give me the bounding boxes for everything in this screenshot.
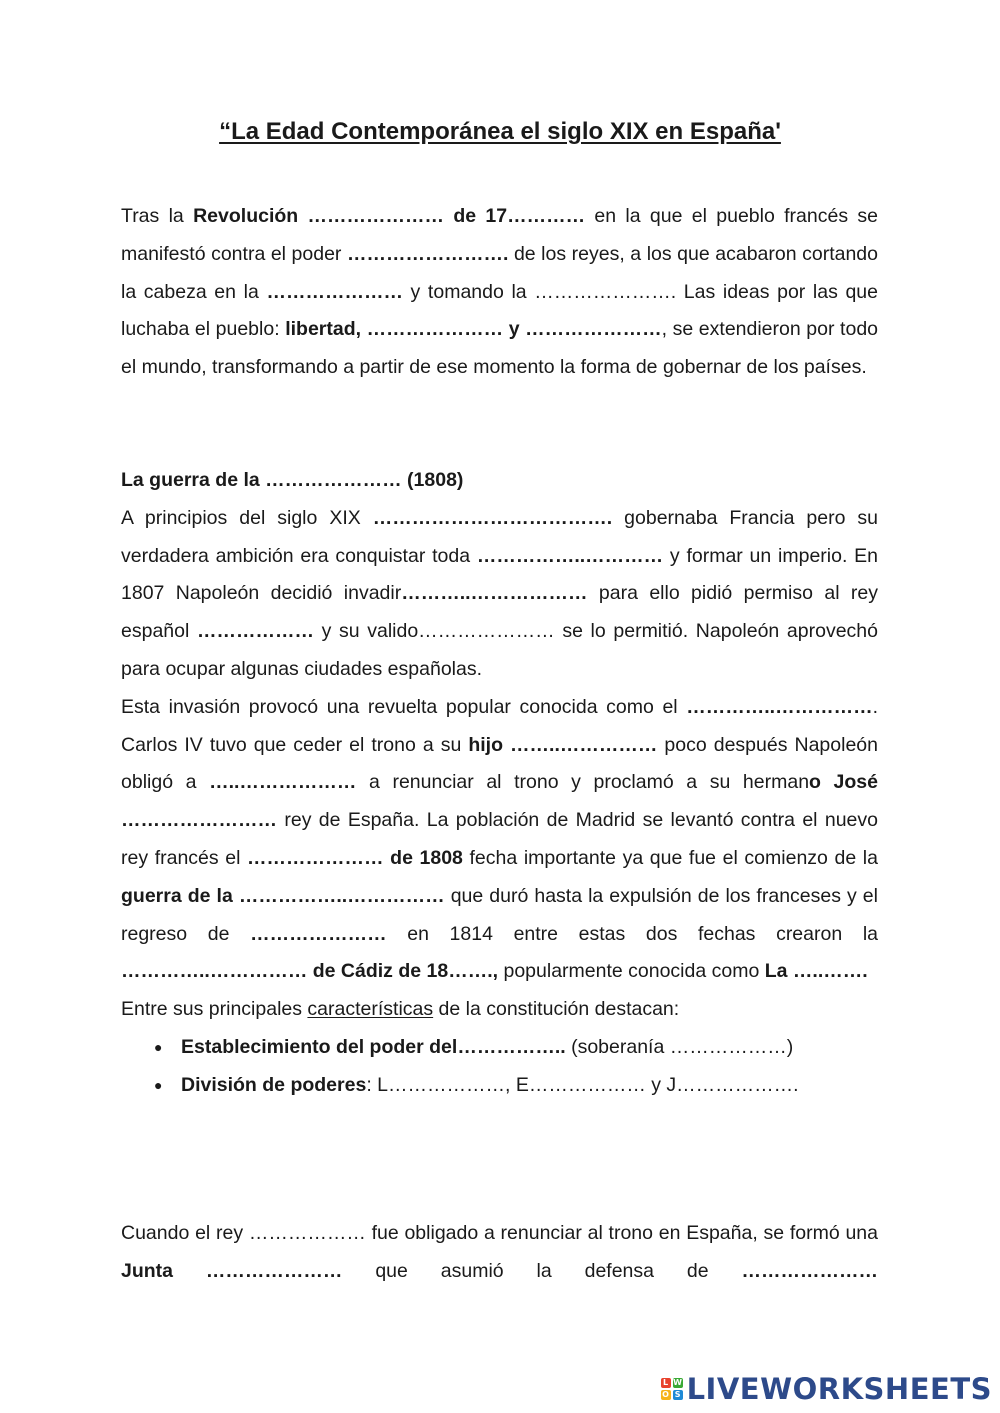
text: (soberanía ………………) [565, 1035, 794, 1058]
logo-tile: S [673, 1390, 683, 1400]
text: que duró hasta la expulsión de los franceses y el regreso de [121, 884, 878, 945]
text: Esta invasión provocó una revuelta popular conocida como el [121, 695, 687, 718]
logo-tile: O [662, 1390, 669, 1399]
text: y formar un imperio. En 1807 Napoleón decidió invadir [121, 544, 878, 605]
logo-icon [661, 1378, 683, 1400]
text: Tras la [121, 205, 194, 227]
fill-blank: Establecimiento del poder del…………….. [181, 1035, 566, 1058]
text: . Las ideas por las que luchaba el pueblo: [121, 280, 878, 341]
fill-blank: ………………… [266, 280, 403, 303]
logo-tile: L [661, 1378, 671, 1388]
closing-paragraph [121, 1215, 878, 1291]
text: : L………………, E……………… y J………………. [366, 1073, 799, 1096]
fill-blank: o José …………………… [121, 771, 878, 832]
fill-blank: …..……………… [209, 771, 357, 794]
text: gobernaba Francia pero su verdadera ambición era conquistar toda [121, 506, 879, 567]
text: rey de España. La población de Madrid se levantó contra el nuevo rey francés el [121, 809, 878, 869]
text: Cuando el rey ……………… fue obligado a renunciar al trono en España, se formó una [121, 1222, 878, 1244]
fill-blank: La …..……. [764, 960, 868, 983]
page-title: “La Edad Contemporánea el siglo XIX en España' [219, 118, 781, 145]
text: poco después Napoleón obligó a [121, 733, 878, 794]
list-item [121, 1029, 878, 1067]
fill-blank: ………………… de 1808 [247, 846, 463, 869]
fill-blank: …………..…………… [686, 695, 873, 718]
fill-blank: guerra de la ……………..…………… [121, 884, 445, 907]
list-term: División de poderes [181, 1073, 367, 1096]
fill-blank: ……………… [196, 620, 314, 643]
bullet-icon: ● [154, 1076, 163, 1093]
fill-blank: ………..……………… [401, 582, 588, 605]
text: . Carlos IV tuvo que ceder el trono a su [121, 695, 878, 756]
fill-blank: Revolución ………………… de 17………… [193, 205, 586, 227]
logo-text: LIVEWORKSHEETS [686, 1372, 992, 1406]
text: fecha importante ya que fue el comienzo de la [462, 846, 878, 869]
fill-blank: hijo ……..…………… [468, 733, 658, 756]
text: de los reyes, a los que acabaron cortando la cabeza en la [121, 242, 878, 303]
text: que asumió la defensa de [342, 1259, 742, 1282]
text: popularmente conocida como [498, 960, 765, 983]
war-section [121, 462, 878, 1105]
text: a renunciar al trono y proclamó a su herman [356, 771, 810, 794]
section-heading: La guerra de la ………………… (1808) [121, 469, 464, 491]
text: para ello pidió permiso al rey español [121, 582, 878, 643]
bullet-icon: ● [154, 1038, 163, 1055]
liveworksheets-logo [661, 1371, 992, 1407]
text: y su valido………………… se lo permitió. Napoleón aprovechó para ocupar algunas ciudades españolas. [121, 620, 878, 680]
fill-blank: ……………..………… [476, 544, 664, 567]
text: Entre sus principales [121, 998, 308, 1021]
fill-blank: libertad, ………………… y ………………… [285, 318, 662, 341]
text: A principios del siglo XIX [121, 506, 373, 529]
intro-paragraph [121, 198, 878, 387]
logo-tile: W [673, 1378, 682, 1387]
fill-blank: …………..…………… de Cádiz de 18……., [121, 960, 499, 983]
fill-blank: ………………… [250, 922, 387, 945]
text: y tomando la [402, 280, 535, 303]
list-item [121, 1067, 878, 1105]
underlined-term: características [307, 998, 434, 1021]
characteristics-list [121, 1029, 878, 1105]
fill-blank: Junta ………………… [121, 1259, 343, 1282]
text: en 1814 entre estas dos fechas crearon la [386, 922, 878, 945]
fill-blank: ………………… [741, 1259, 878, 1282]
text: , se extendieron por todo el mundo, transformando a partir de ese momento la forma de gobernar de los países. [121, 318, 879, 379]
fill-blank: ……………………. [346, 242, 509, 265]
text: de la constitución destacan: [433, 998, 680, 1021]
text: en la que el pueblo francés se manifestó contra el poder [121, 205, 878, 265]
fill-blank: ………………………………. [372, 506, 613, 529]
fill-blank: ………………… [534, 280, 671, 303]
